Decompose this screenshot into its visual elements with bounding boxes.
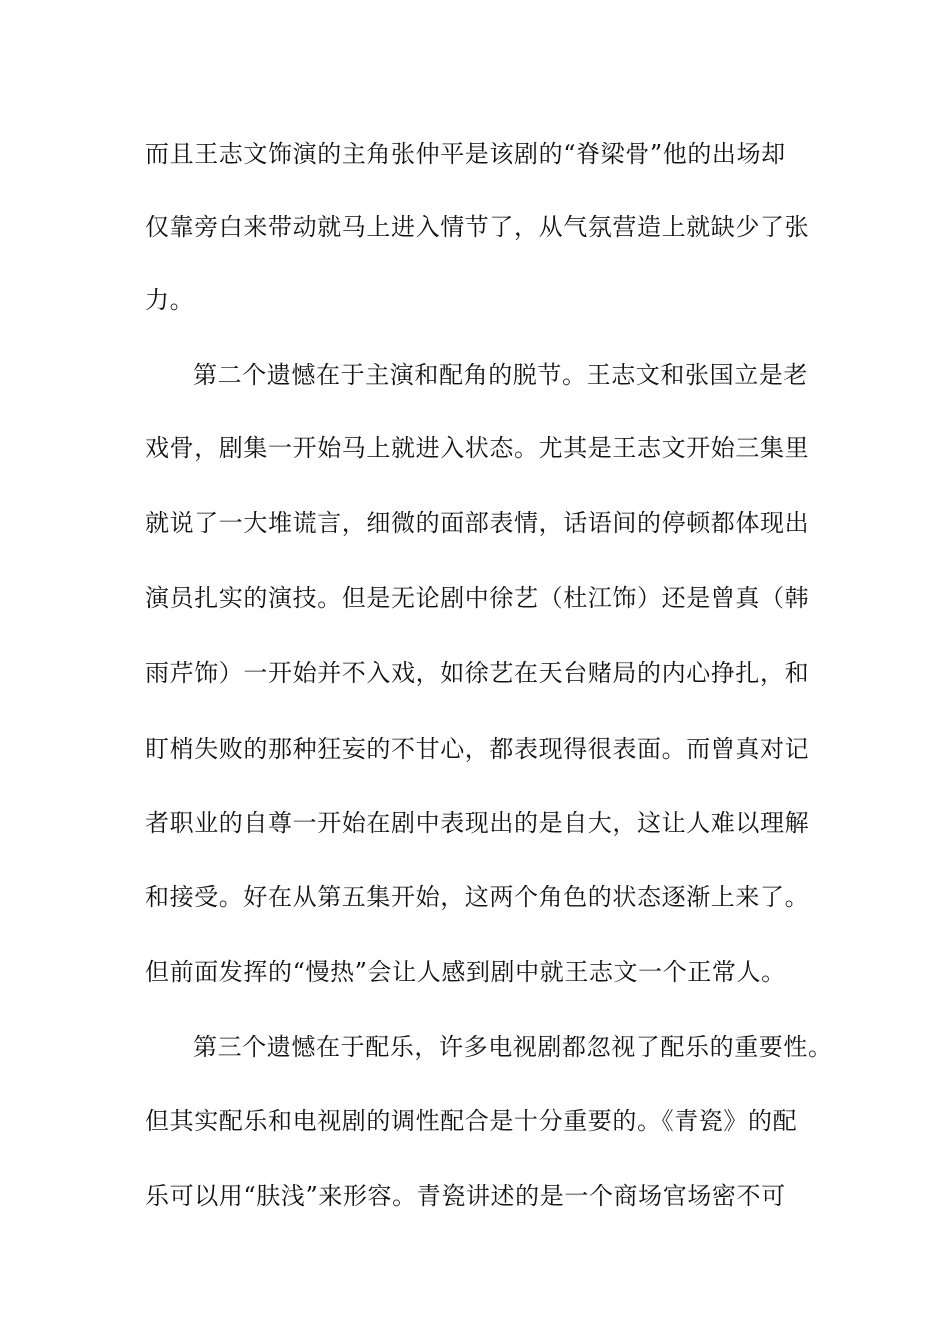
paragraph-start-line: 第三个遗憾在于配乐，许多电视剧都忽视了配乐的重要性。 — [193, 1033, 833, 1061]
text-line: 但前面发挥的“慢热”会让人感到剧中就王志文一个正常人。 — [145, 958, 786, 986]
text-line: 和接受。好在从第五集开始，这两个角色的状态逐渐上来了。 — [145, 883, 810, 911]
text-line: 但其实配乐和电视剧的调性配合是十分重要的。《青瓷》的配 — [145, 1107, 798, 1135]
text-line: 而且王志文饰演的主角张仲平是该剧的“脊梁骨”他的出场却 — [145, 140, 786, 168]
text-line: 仅靠旁白来带动就马上进入情节了，从气氛营造上就缺少了张 — [145, 213, 810, 241]
text-line: 戏骨，剧集一开始马上就进入状态。尤其是王志文开始三集里 — [145, 434, 810, 462]
text-line: 雨芹饰）一开始并不入戏，如徐艺在天台赌局的内心挣扎，和 — [145, 659, 810, 687]
text-line: 盯梢失败的那种狂妄的不甘心，都表现得很表面。而曾真对记 — [145, 735, 810, 763]
text-line: 乐可以用“肤浅”来形容。青瓷讲述的是一个商场官场密不可 — [145, 1182, 786, 1210]
text-line: 演员扎实的演技。但是无论剧中徐艺（杜江饰）还是曾真（韩 — [145, 584, 810, 612]
text-line: 者职业的自尊一开始在剧中表现出的是自大，这让人难以理解 — [145, 809, 810, 837]
text-line: 就说了一大堆谎言，细微的面部表情，话语间的停顿都体现出 — [145, 509, 810, 537]
paragraph-start-line: 第二个遗憾在于主演和配角的脱节。王志文和张国立是老 — [193, 361, 808, 389]
text-line: 力。 — [145, 286, 195, 314]
